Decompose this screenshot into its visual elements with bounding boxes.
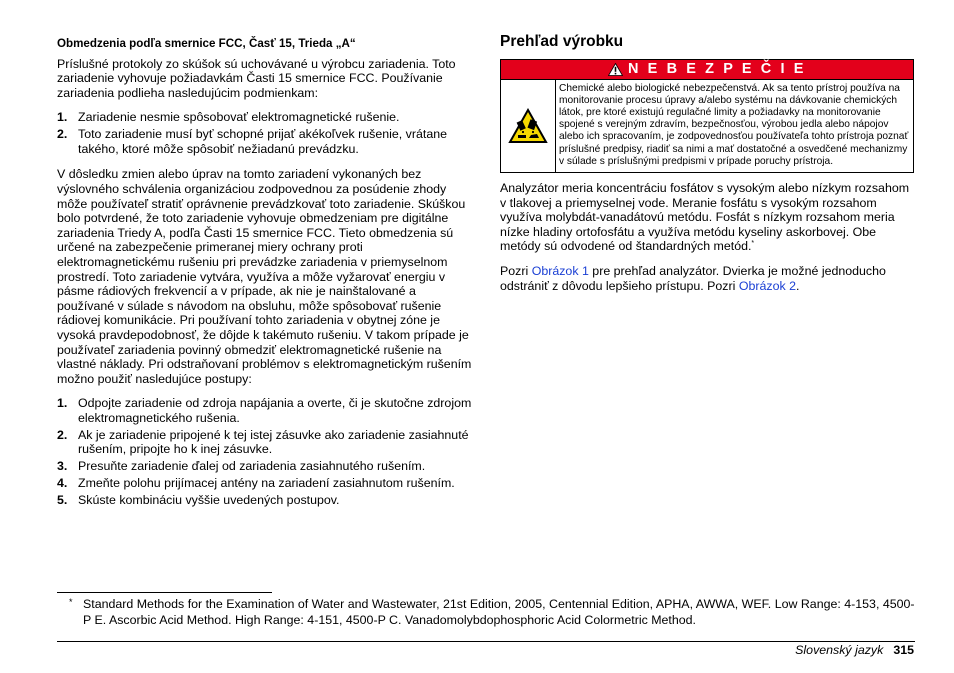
figure-1-link[interactable]: Obrázok 1 xyxy=(531,263,589,278)
analyzer-text: Analyzátor meria koncentráciu fosfátov s vysokým alebo nízkym rozsahom v tlakovej a priemyselnej vode. Meranie fosfátu s vysokým rozsahom využíva molybdát-vanadátovú metódu. Fosfát s nízkym rozsahom meria nízke hladiny ortofosfátu a využíva metódu kyseliny askorbovej. Obe metódy sú odvodené od štandardných metód. xyxy=(500,181,910,254)
conditions-list xyxy=(57,110,475,156)
ref-text-3: . xyxy=(796,278,800,293)
warning-triangle-icon xyxy=(608,63,623,76)
danger-icon-cell xyxy=(501,80,556,172)
list-number: 1. xyxy=(57,110,68,125)
list-number: 1. xyxy=(57,396,68,411)
ref-text-1: Pozri xyxy=(500,263,532,278)
figure-2-link[interactable]: Obrázok 2 xyxy=(738,278,797,293)
list-item xyxy=(57,459,475,474)
right-column xyxy=(500,32,914,293)
footnote-text: Standard Methods for the Examination of Water and Wastewater, 21st Edition, 2005, Centennial Edition, APHA, AWWA, WEF. Low Range: 4-153, 4500-P E. Ascorbic Acid Method. High Range: 4-151, 4500-P C. Vanadomolybdophosphoric Acid Colormetric Method. xyxy=(83,597,915,627)
analyzer-paragraph xyxy=(500,181,914,254)
overview-heading: Prehľad výrobku xyxy=(500,33,624,50)
list-text: Ak je zariadenie pripojené k tej istej zásuvke ako zariadenie zasiahnuté rušením, pripojte ho k inej zásuvke. xyxy=(78,427,469,457)
list-item xyxy=(57,110,475,125)
footnote-reference: * xyxy=(751,240,755,248)
intro-paragraph: Príslušné protokoly zo skúšok sú uchovávané u výrobcu zariadenia. Toto zariadenie vyhovuje požiadavkám Časti 15 smernice FCC. Používanie zariadenia podlieha nasledujúcim podmienkam: xyxy=(57,56,456,100)
page-footer xyxy=(795,643,914,657)
list-number: 4. xyxy=(57,476,68,491)
list-number: 5. xyxy=(57,493,68,508)
list-item xyxy=(57,476,475,491)
list-text: Zariadenie nesmie spôsobovať elektromagnetické rušenie. xyxy=(78,110,400,125)
list-item xyxy=(57,396,475,425)
list-text: Odpojte zariadenie od zdroja napájania a overte, či je skutočne zdrojom elektromagnetického rušenia. xyxy=(78,396,472,425)
footnote xyxy=(57,596,917,628)
page-number: 315 xyxy=(893,643,914,657)
danger-text: Chemické alebo biologické nebezpečenstvá. Ak sa tento prístroj používa na monitorovanie procesu úpravy a/alebo systému na dávkovanie chemických látok, pre ktoré existujú regulačné limity a požiadavky na monitorovanie spojené s verejným zdravím, bezpečnosťou, výrobou jedla alebo nápojov alebo ich spracovaním, je zodpovednosťou používateľa tohto prístroja poznať príslušné predpisy, riadiť sa nimi a mať dostatočné a osvedčené mechanizmy v súlade s príslušnými predpismi v prípade poruchy prístroja. xyxy=(559,82,909,167)
footnote-divider xyxy=(57,592,272,593)
left-column xyxy=(57,32,475,510)
steps-list xyxy=(57,396,475,507)
list-number: 2. xyxy=(57,127,68,142)
list-item xyxy=(57,428,475,457)
danger-box xyxy=(500,59,914,173)
list-item xyxy=(57,493,475,508)
list-text: Presuňte zariadenie ďalej od zariadenia zasiahnutého rušením. xyxy=(78,459,426,474)
list-text: Toto zariadenie musí byť schopné prijať akékoľvek rušenie, vrátane takého, ktoré môže spôsobiť nežiadanú prevádzku. xyxy=(78,127,447,156)
danger-body xyxy=(501,80,913,172)
corrosive-hazard-icon xyxy=(508,108,548,144)
danger-header xyxy=(501,60,913,80)
figure-reference-paragraph xyxy=(500,264,914,293)
ref-text-2: pre prehľad analyzátor. Dvierka je možné jednoducho odstrániť z dôvodu lepšieho prístupu. Pozri xyxy=(500,263,886,293)
footer-language: Slovenský jazyk xyxy=(795,643,884,657)
list-text: Zmeňte polohu prijímacej antény na zariadení zasiahnutom rušením. xyxy=(78,476,455,491)
list-item xyxy=(57,127,475,156)
danger-label: N E B E Z P E Č I E xyxy=(627,60,807,77)
changes-paragraph: V dôsledku zmien alebo úprav na tomto zariadení vykonaných bez výslovného schválenia organizáciou zodpovednou za posúdenie zhody môže používateľ stratiť oprávnenie prevádzkovať toto zariadenie. Skúškou bolo potvrdené, že toto zariadenie vyhovuje obmedzeniam pre digitálne zariadenia Triedy A, podľa Časti 15 smernice FCC. Tieto obmedzenia sú určené na zabezpečenie primeranej miery ochrany proti elektromagnetickému rušeniu pri prevádzke zariadenia v priemyselnom prostredí. Toto zariadenie vytvára, využíva a môže vyžarovať energiu v pásme rádiových frekvencií a v prípade, ak nie je nainštalované a používané v súlade s návodom na obsluhu, môže spôsobovať rušenie rádiovej komunikácie. Pri používaní tohto zariadenia v obytnej zóne je vysoká pravdepodobnosť, že dôjde k takémuto rušeniu. V takom prípade je používateľ zariadenia povinný obmedziť elektromagnetické rušenie na vlastné náklady. Pri odstraňovaní problémov s elektromagnetickým rušením možno použiť nasledujúce postupy: xyxy=(57,167,472,386)
footer-divider xyxy=(57,641,915,642)
fcc-heading: Obmedzenia podľa smernice FCC, Časť 15, Trieda „A“ xyxy=(57,37,356,50)
list-number: 3. xyxy=(57,459,68,474)
list-text: Skúste kombináciu vyššie uvedených postupov. xyxy=(78,493,340,508)
footnote-mark: * xyxy=(69,597,73,607)
list-number: 2. xyxy=(57,427,68,442)
